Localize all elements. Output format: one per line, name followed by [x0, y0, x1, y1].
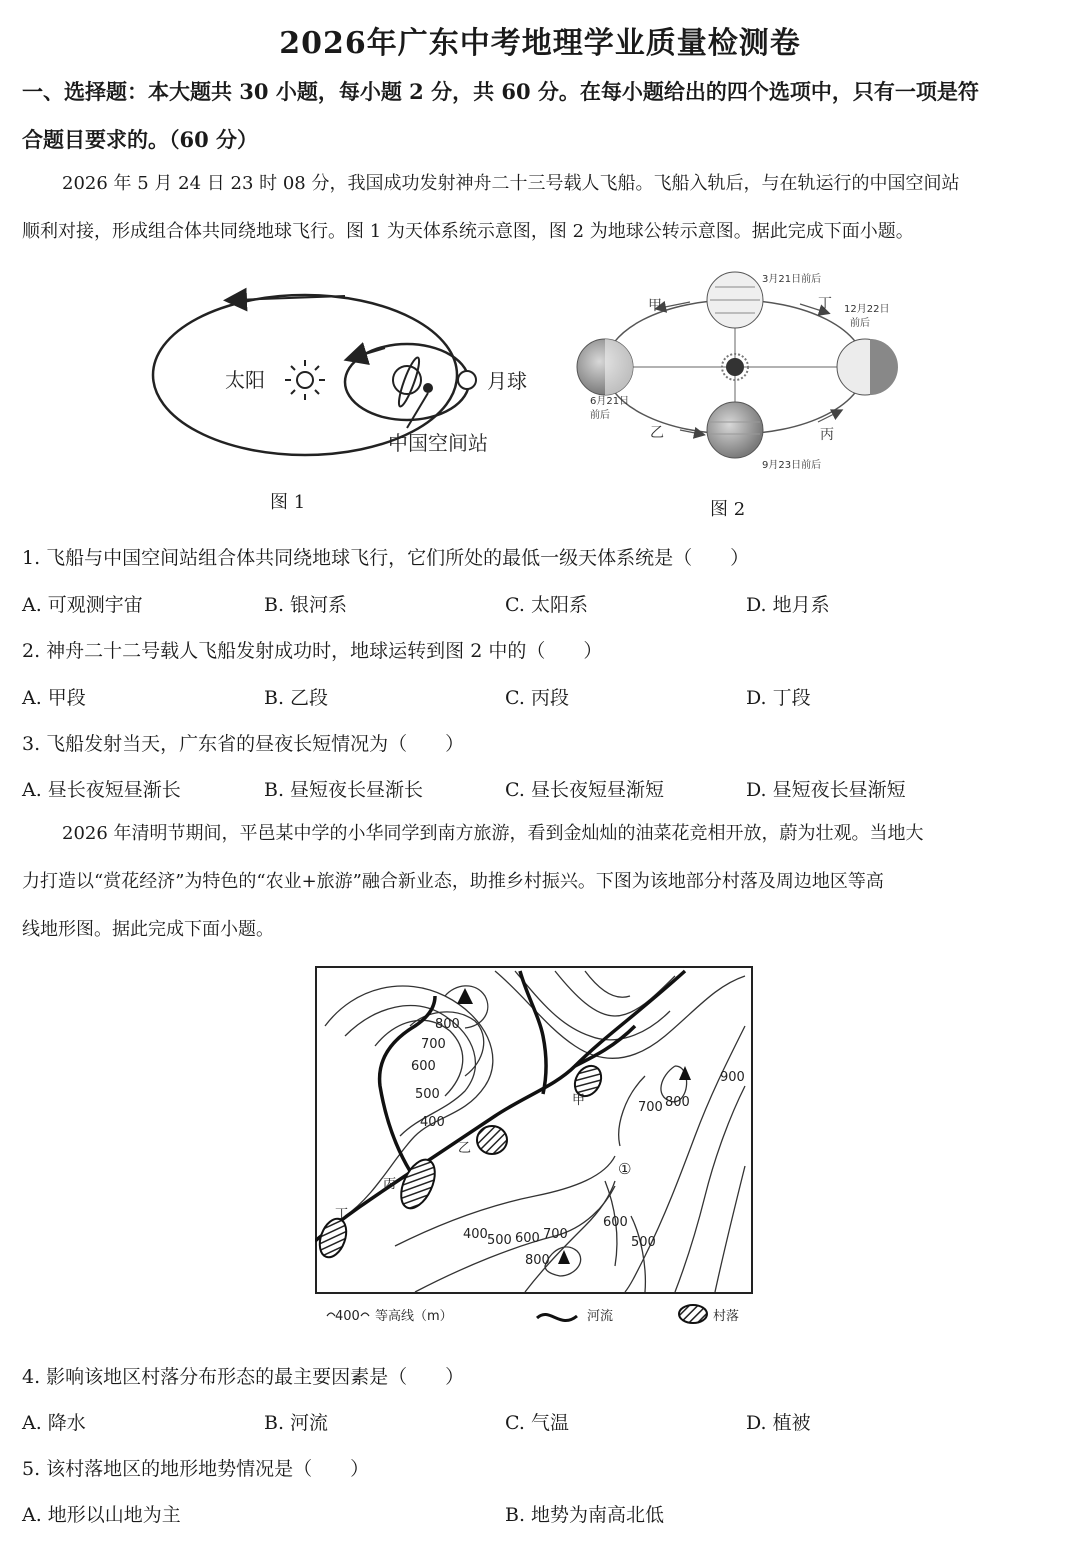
contour-label: 800	[665, 1095, 690, 1110]
village-yi	[477, 1126, 507, 1154]
passage-1-line-2: 顺利对接，形成组合体共同绕地球飞行。图 1 为天体系统示意图，图 2 为地球公转示意图。据此完成下面小题。	[22, 221, 914, 242]
date-june-line-1: 6月21日	[590, 396, 630, 407]
contour-label: 600	[603, 1215, 628, 1230]
question-3-option-d[interactable]: D. 昼短夜长昼渐短	[746, 779, 906, 801]
question-1-option-a[interactable]: A. 可观测宇宙	[22, 594, 143, 616]
figure-2-caption: 图 2	[710, 499, 746, 520]
contour-label: 400	[420, 1115, 445, 1130]
sun-icon	[285, 360, 325, 400]
contour-label: 700	[543, 1227, 568, 1242]
question-1-option-d[interactable]: D. 地月系	[746, 594, 830, 616]
passage-1	[22, 160, 1062, 256]
question-3-option-c[interactable]: C. 昼长夜短昼渐短	[505, 779, 664, 801]
contour-label: 500	[631, 1235, 656, 1250]
passage-2-line-3: 线地形图。据此完成下面小题。	[22, 919, 274, 940]
space-station-icon	[423, 383, 433, 393]
contour-label: 400	[463, 1227, 488, 1242]
segment-jia: 甲	[648, 298, 662, 314]
question-2-option-a[interactable]: A. 甲段	[22, 687, 86, 709]
question-3-option-a[interactable]: A. 昼长夜短昼渐长	[22, 779, 181, 801]
date-december-line-1: 12月22日	[844, 304, 890, 315]
segment-yi: 乙	[650, 425, 664, 441]
date-march: 3月21日前后	[762, 274, 822, 285]
section-heading-line-2: 合题目要求的。（60 分）	[22, 127, 259, 152]
question-4-option-d[interactable]: D. 植被	[746, 1412, 811, 1434]
contour-label: 800	[435, 1017, 460, 1032]
village-legend-icon	[679, 1305, 707, 1323]
contour-label: 500	[487, 1233, 512, 1248]
contour-label: 800	[525, 1253, 550, 1268]
figure-1	[145, 280, 565, 484]
village-label-yi: 乙	[458, 1141, 472, 1156]
passage-1-line-1: 2026 年 5 月 24 日 23 时 08 分，我国成功发射神舟二十三号载人飞船。飞船入轨后，与在轨运行的中国空间站	[62, 173, 960, 194]
station-label: 中国空间站	[388, 431, 488, 455]
contour-label: 700	[638, 1100, 663, 1115]
question-2-stem: 2. 神舟二十二号载人飞船发射成功时，地球运转到图 2 中的（ ）	[22, 640, 603, 662]
page-title: 2026年广东中考地理学业质量检测卷	[279, 26, 801, 61]
contour-map	[315, 966, 755, 1332]
question-4-option-c[interactable]: C. 气温	[505, 1412, 569, 1434]
segment-ding: 丁	[818, 296, 832, 312]
date-september: 9月23日前后	[762, 460, 822, 471]
question-2-option-c[interactable]: C. 丙段	[505, 687, 569, 709]
moon-icon	[458, 371, 476, 389]
date-june-line-2: 前后	[590, 410, 610, 421]
village-label-bing: 丙	[383, 1177, 397, 1192]
question-1-stem: 1. 飞船与中国空间站组合体共同绕地球飞行，它们所处的最低一级天体系统是（ ）	[22, 547, 750, 569]
earth-december-icon	[837, 339, 898, 395]
legend-contour-value: 400	[335, 1309, 360, 1324]
point-1-label: ①	[618, 1160, 632, 1178]
passage-2-line-2: 力打造以“赏花经济”为特色的“农业+旅游”融合新业态，助推乡村振兴。下图为该地部分村落及周边地区等高	[22, 871, 884, 892]
contour-label: 700	[421, 1037, 446, 1052]
map-legend	[327, 1305, 739, 1324]
question-2-option-d[interactable]: D. 丁段	[746, 687, 811, 709]
segment-bing: 丙	[820, 427, 834, 443]
earth-september-icon	[707, 402, 763, 458]
question-4-option-b[interactable]: B. 河流	[264, 1412, 329, 1434]
question-5-stem: 5. 该村落地区的地形地势情况是（ ）	[22, 1458, 370, 1480]
passage-2	[22, 810, 1062, 954]
section-heading-line-1: 一、选择题：本大题共 30 小题，每小题 2 分，共 60 分。在每小题给出的四个选项中，只有一项是符	[22, 79, 979, 104]
contour-label: 600	[515, 1231, 540, 1246]
figure-1-caption: 图 1	[270, 492, 306, 513]
village-label-jia: 甲	[572, 1093, 586, 1108]
earth-march-icon	[707, 272, 763, 328]
sun-label: 太阳	[225, 368, 265, 392]
legend-contour-text: 等高线（m）	[375, 1309, 453, 1324]
contour-label: 600	[411, 1059, 436, 1074]
question-3-stem: 3. 飞船发射当天，广东省的昼夜长短情况为（ ）	[22, 733, 465, 755]
earth-june-icon	[577, 339, 633, 395]
date-december-line-2: 前后	[850, 318, 870, 329]
question-3-option-b[interactable]: B. 昼短夜长昼渐长	[264, 779, 424, 801]
question-5-option-a[interactable]: A. 地形以山地为主	[22, 1504, 181, 1526]
question-5-option-b[interactable]: B. 地势为南高北低	[505, 1504, 665, 1526]
question-4-stem: 4. 影响该地区村落分布形态的最主要因素是（ ）	[22, 1366, 465, 1388]
contour-label: 900	[720, 1070, 745, 1085]
contour-label: 500	[415, 1087, 440, 1102]
section-heading	[22, 68, 1062, 164]
moon-label: 月球	[487, 369, 527, 393]
figure-2	[570, 262, 910, 486]
question-2-option-b[interactable]: B. 乙段	[264, 687, 329, 709]
question-1-option-b[interactable]: B. 银河系	[264, 594, 348, 616]
river-legend-icon	[537, 1315, 577, 1321]
question-1-option-c[interactable]: C. 太阳系	[505, 594, 588, 616]
question-4-option-a[interactable]: A. 降水	[22, 1412, 86, 1434]
legend-village-text: 村落	[713, 1309, 740, 1324]
village-label-ding: 丁	[335, 1207, 349, 1222]
passage-2-line-1: 2026 年清明节期间，平邑某中学的小华同学到南方旅游，看到金灿灿的油菜花竞相开放，蔚为壮观。当地大	[62, 823, 924, 844]
sun-icon	[726, 358, 744, 376]
legend-river-text: 河流	[587, 1309, 614, 1324]
